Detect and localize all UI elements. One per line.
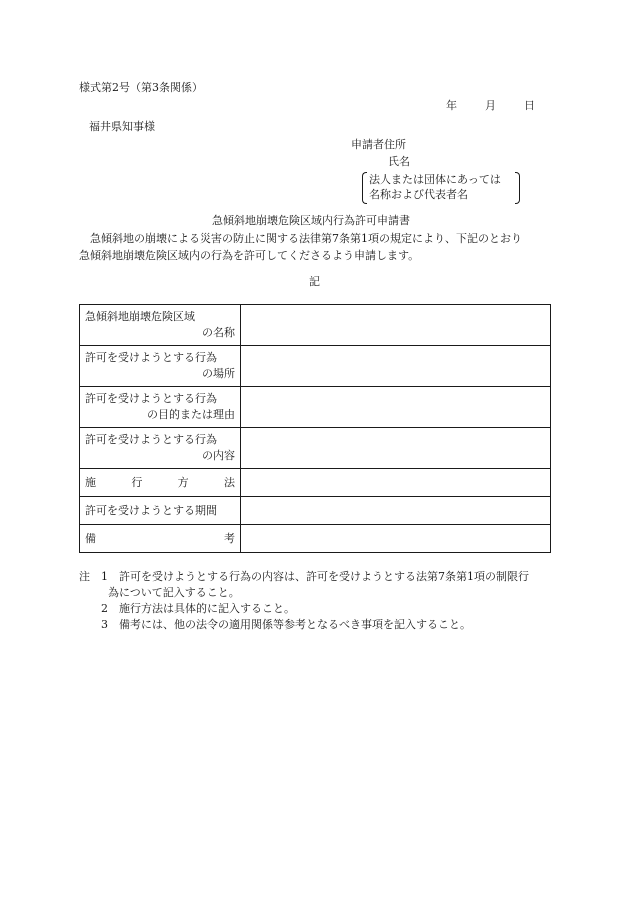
note-item xyxy=(79,617,559,633)
left-bracket xyxy=(362,172,367,204)
note-text: 備考には、他の法令の適用関係等参考となるべき事項を記入すること。 xyxy=(119,618,471,631)
area-name-field[interactable] xyxy=(241,305,551,346)
bracket-line-1: 法人または団体にあっては xyxy=(369,173,501,186)
date-month-label: 月 xyxy=(485,99,496,112)
label-char: 方 xyxy=(177,475,189,489)
ki-heading: 記 xyxy=(309,275,320,288)
spread-label xyxy=(85,475,235,491)
label-line-2: の場所 xyxy=(202,367,235,380)
remarks-field[interactable] xyxy=(241,525,551,553)
row-label xyxy=(80,428,241,469)
note-item-continuation xyxy=(79,585,559,601)
notes-section xyxy=(79,569,559,633)
row-label xyxy=(80,305,241,346)
row-label xyxy=(80,469,241,497)
construction-method-field[interactable] xyxy=(241,469,551,497)
note-text: 許可を受けようとする行為の内容は、許可を受けようとする法第7条第1項の制限行 xyxy=(119,570,529,583)
row-label xyxy=(80,497,241,525)
application-form-table xyxy=(79,304,551,553)
notes-prefix: 注 xyxy=(79,570,90,583)
application-statement xyxy=(79,230,551,264)
label-line-2: の名称 xyxy=(202,326,235,339)
note-number: 1 xyxy=(101,570,108,583)
statement-line-1: 急傾斜地の崩壊による災害の防止に関する法律第7条第1項の規定により、下記のとおり xyxy=(90,232,522,245)
label-char: 備 xyxy=(85,531,96,545)
row-label xyxy=(80,346,241,387)
label-line-1: 許可を受けようとする期間 xyxy=(85,503,217,517)
label-char: 法 xyxy=(223,475,235,489)
date-year-label: 年 xyxy=(446,99,457,112)
note-text-continued: 為について記入すること。 xyxy=(108,586,240,599)
table-row xyxy=(80,346,551,387)
note-item xyxy=(79,601,559,617)
note-number: 2 xyxy=(101,602,108,615)
note-text: 施行方法は具体的に記入すること。 xyxy=(119,602,295,615)
label-char: 施 xyxy=(85,475,96,489)
date-day-label: 日 xyxy=(524,99,535,112)
statement-line-2: 急傾斜地崩壊危険区域内の行為を許可してくださるよう申請します。 xyxy=(79,249,420,262)
label-char: 考 xyxy=(224,531,235,545)
form-number: 様式第2号（第3条関係） xyxy=(79,81,203,94)
bracket-line-2: 名称および代表者名 xyxy=(369,188,468,201)
table-row xyxy=(80,428,551,469)
label-char: 行 xyxy=(131,475,143,489)
label-line-1: 許可を受けようとする行為 xyxy=(85,351,217,364)
note-item xyxy=(79,569,559,585)
table-row xyxy=(80,305,551,346)
activity-content-field[interactable] xyxy=(241,428,551,469)
table-row xyxy=(80,525,551,553)
row-label xyxy=(80,525,241,553)
table-row xyxy=(80,387,551,428)
label-line-1: 許可を受けようとする行為 xyxy=(85,392,217,405)
label-line-1: 許可を受けようとする行為 xyxy=(85,433,217,446)
addressee: 福井県知事様 xyxy=(89,120,155,133)
permission-period-field[interactable] xyxy=(241,497,551,525)
date-line xyxy=(446,99,535,113)
applicant-address-label: 申請者住所 xyxy=(351,138,406,151)
note-number: 3 xyxy=(101,618,108,631)
right-bracket xyxy=(515,172,520,204)
spread-label xyxy=(85,531,235,547)
table-row xyxy=(80,469,551,497)
corporate-name-bracket xyxy=(362,172,520,203)
table-row xyxy=(80,497,551,525)
applicant-name-label: 氏名 xyxy=(388,155,410,168)
document-title: 急傾斜地崩壊危険区域内行為許可申請書 xyxy=(212,214,410,227)
activity-purpose-field[interactable] xyxy=(241,387,551,428)
label-line-2: の内容 xyxy=(202,449,235,462)
activity-location-field[interactable] xyxy=(241,346,551,387)
label-line-2: の目的または理由 xyxy=(147,408,235,421)
label-line-1: 急傾斜地崩壊危険区域 xyxy=(85,310,195,323)
row-label xyxy=(80,387,241,428)
